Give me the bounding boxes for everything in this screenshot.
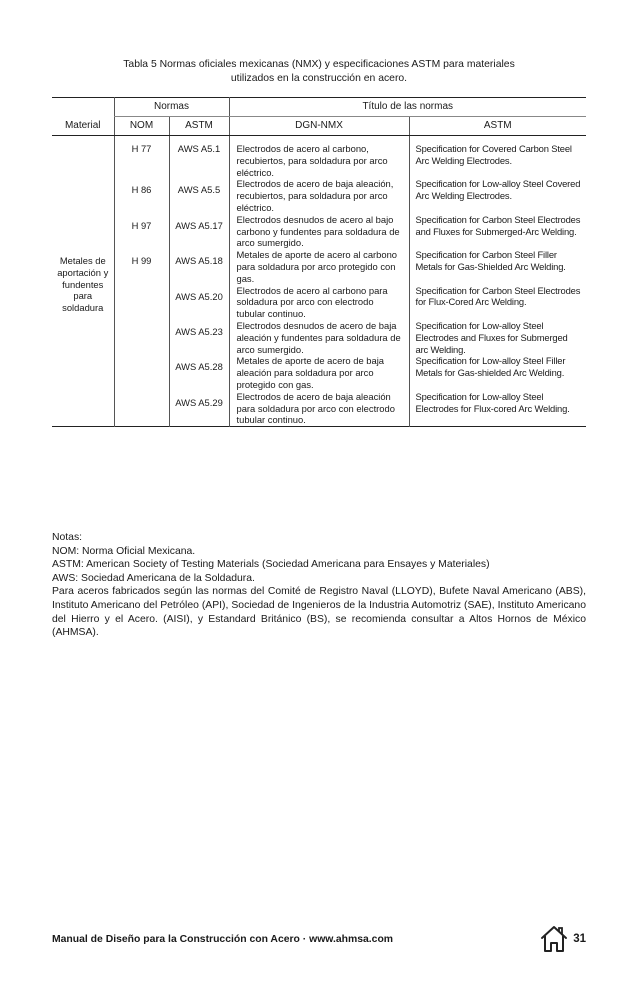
table-row [52, 355, 586, 390]
table-row [52, 320, 586, 355]
header-material: Material [52, 117, 114, 136]
nom-cell: H 99 [114, 249, 169, 284]
home-icon[interactable] [539, 924, 569, 954]
dgn-title-cell: Electrodos de acero al carbono, recubiertos, para soldadura por arco eléctrico. [229, 136, 409, 179]
nom-cell [114, 355, 169, 390]
dgn-title-cell: Electrodos de acero de baja aleación para soldadura por arco con electrodo tubular continuo. [229, 391, 409, 427]
dgn-title-cell: Electrodos desnudos de acero de baja aleación y fundentes para soldadura de arco sumergido. [229, 320, 409, 355]
material-cell: Metales de aportación y fundentes para soldadura [57, 255, 109, 314]
notes-title: Notas: [52, 532, 83, 543]
dgn-title-cell: Metales de aporte de acero al carbono para soldadura por arco protegido con gas. [229, 249, 409, 284]
astm-title-cell: Specification for Low-alloy Steel Electrodes for Flux-cored Arc Welding. [409, 391, 586, 427]
nom-cell [114, 391, 169, 427]
table-row [52, 178, 586, 213]
note-nom: NOM: Norma Oficial Mexicana. [52, 545, 196, 557]
astm-title-cell: Specification for Carbon Steel Electrodes for Flux-Cored Arc Welding. [409, 285, 586, 320]
dgn-title-cell: Electrodos de acero de baja aleación, recubiertos, para soldadura por arco eléctrico. [229, 178, 409, 213]
notes-section [52, 531, 586, 640]
table-row [52, 214, 586, 249]
table-row [52, 391, 586, 427]
nom-cell: H 97 [114, 214, 169, 249]
astm-cell: AWS A5.23 [169, 320, 229, 355]
header-normas: Normas [114, 98, 229, 117]
astm-title-cell: Specification for Carbon Steel Electrodes and Fluxes for Submerged-Arc Welding. [409, 214, 586, 249]
dgn-title-cell: Metales de aporte de acero de baja aleación para soldadura por arco protegido con gas. [229, 355, 409, 390]
astm-cell: AWS A5.18 [169, 249, 229, 284]
header-astm-title: ASTM [409, 117, 586, 136]
astm-title-cell: Specification for Low-alloy Steel Electrodes and Fluxes for Submerged arc Welding. [409, 320, 586, 355]
page-footer [52, 930, 586, 950]
astm-cell: AWS A5.5 [169, 178, 229, 213]
header-nom: NOM [114, 117, 169, 136]
astm-cell: AWS A5.1 [169, 136, 229, 179]
note-aws: AWS: Sociedad Americana de la Soldadura. [52, 572, 255, 584]
note-paragraph: Para aceros fabricados según las normas del Comité de Registro Naval (LLOYD), Bufete Naval Americano (ABS), Instituto Americano del Petróleo (API), Sociedad de Ingenieros de la Industria Automotriz (SAE), Instituto Americano del Hierro y el Acero. (AISI), y Estandard Británico (BS), se recomienda consultar a Altos Hornos de México (AHMSA). [52, 586, 586, 639]
dgn-title-cell: Electrodos de acero al carbono para soldadura por arco con electrodo tubular continuo. [229, 285, 409, 320]
astm-title-cell: Specification for Covered Carbon Steel Arc Welding Electrodes. [409, 136, 586, 179]
nom-cell: H 77 [114, 136, 169, 179]
header-titulo: Título de las normas [229, 98, 586, 117]
table-caption [52, 58, 586, 86]
astm-title-cell: Specification for Low-alloy Steel Covered Arc Welding Electrodes. [409, 178, 586, 213]
caption-line-1: Tabla 5 Normas oficiales mexicanas (NMX) y especificaciones ASTM para materiales [123, 59, 515, 70]
header-astm: ASTM [169, 117, 229, 136]
standards-table [52, 97, 586, 427]
nom-cell [114, 285, 169, 320]
table-row [52, 136, 586, 179]
standards-table-container [52, 97, 586, 427]
header-material-top [52, 98, 114, 117]
astm-cell: AWS A5.17 [169, 214, 229, 249]
table-row [52, 249, 586, 284]
astm-cell: AWS A5.20 [169, 285, 229, 320]
page-number: 31 [573, 933, 586, 945]
astm-title-cell: Specification for Carbon Steel Filler Metals for Gas-Shielded Arc Welding. [409, 249, 586, 284]
header-dgn: DGN-NMX [229, 117, 409, 136]
caption-line-2: utilizados en la construcción en acero. [230, 73, 408, 84]
footer-text: Manual de Diseño para la Construcción con Acero · www.ahmsa.com [52, 934, 394, 945]
table-row [52, 285, 586, 320]
dgn-title-cell: Electrodos desnudos de acero al bajo carbono y fundentes para soldadura de arco sumergido. [229, 214, 409, 249]
astm-cell: AWS A5.28 [169, 355, 229, 390]
astm-title-cell: Specification for Low-alloy Steel Filler Metals for Gas-shielded Arc Welding. [409, 355, 586, 390]
note-astm: ASTM: American Society of Testing Materials (Sociedad Americana para Ensayes y Materiales) [52, 559, 490, 571]
nom-cell [114, 320, 169, 355]
nom-cell: H 86 [114, 178, 169, 213]
astm-cell: AWS A5.29 [169, 391, 229, 427]
